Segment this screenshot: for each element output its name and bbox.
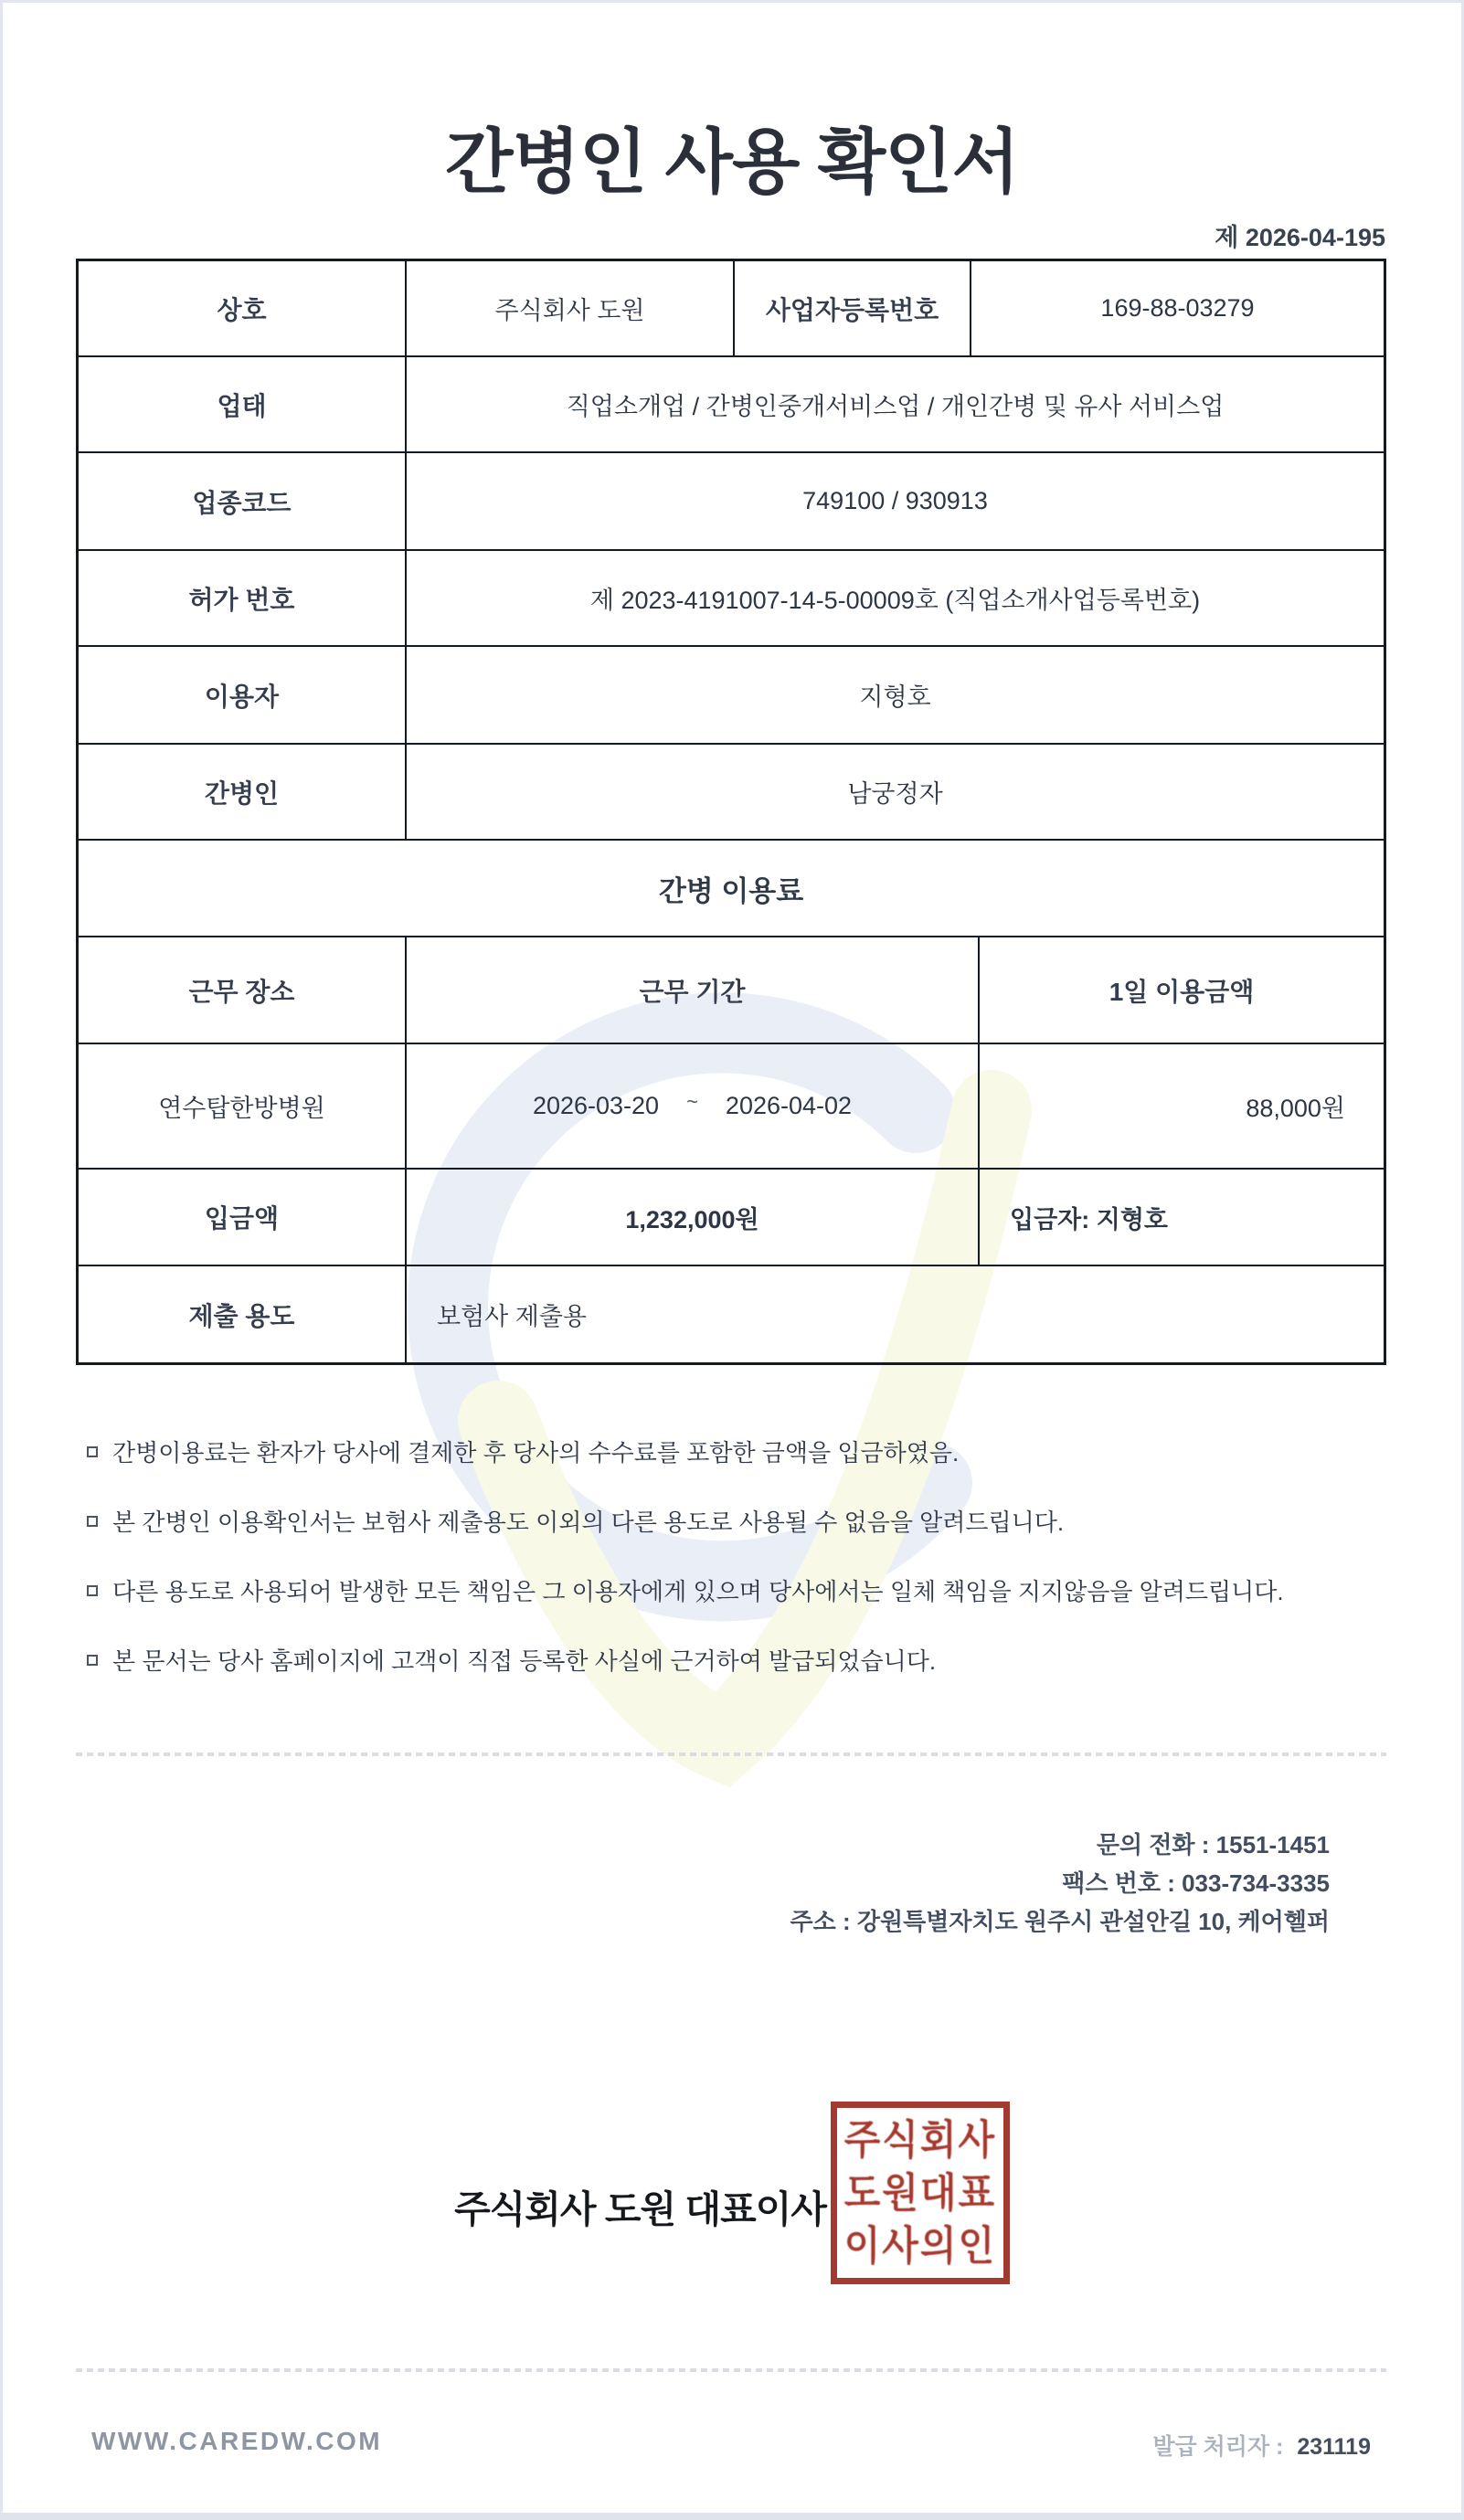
issuer-value: 231119 [1297, 2434, 1371, 2460]
user-label: 이용자 [204, 682, 280, 711]
company-label: 상호 [217, 295, 267, 324]
dashed-separator-bottom [76, 2368, 1386, 2372]
work-period-value [405, 1044, 978, 1168]
page-title: 간병인 사용 확인서 [445, 123, 1019, 202]
page-edge-top [0, 0, 1464, 3]
company-value: 주식회사 도원 [405, 261, 733, 355]
date-from: 2026-03-20 [532, 1092, 660, 1119]
table-row-permit [79, 549, 1384, 645]
certificate-table [76, 259, 1386, 1365]
purpose-value: 보험사 제출용 [405, 1266, 1384, 1362]
permit-label: 허가 번호 [188, 585, 295, 614]
issuer-label: 발급 처리자 : [1152, 2434, 1284, 2460]
industry-code-label: 업종코드 [192, 488, 292, 517]
note-item [87, 1577, 1382, 1606]
table-row-work-data [79, 1043, 1384, 1168]
page-edge-bottom [0, 2513, 1464, 2520]
note-item [87, 1508, 1382, 1537]
biz-reg-value: 169-88-03279 [970, 261, 1384, 355]
signature-row [0, 2102, 1464, 2284]
depositor-value: 입금자: 지형호 [978, 1170, 1384, 1265]
caregiver-value: 남궁정자 [405, 745, 1384, 839]
note-text: 간병이용료는 환자가 당사에 결제한 후 당사의 수수료를 포함한 금액을 입금하였음. [112, 1439, 960, 1466]
square-bullet-icon [87, 1446, 98, 1457]
square-bullet-icon [87, 1585, 98, 1596]
page-edge-left [0, 0, 3, 2520]
permit-value: 제 2023-4191007-14-5-00009호 (직업소개사업등록번호) [405, 551, 1384, 645]
biz-reg-label: 사업자등록번호 [733, 261, 970, 355]
square-bullet-icon [87, 1516, 98, 1527]
user-value: 지형호 [405, 647, 1384, 743]
note-item [87, 1646, 1382, 1676]
notes-list [87, 1438, 1382, 1676]
corporate-seal-stamp [831, 2102, 1010, 2284]
biz-type-value: 직업소개업 / 간병인중개서비스업 / 개인간병 및 유사 서비스업 [405, 357, 1384, 451]
note-text: 본 간병인 이용확인서는 보험사 제출용도 이외의 다른 용도로 사용될 수 없음을 알려드립니다. [112, 1509, 1065, 1536]
deposit-label: 입금액 [204, 1204, 280, 1233]
table-row-fee-headers [79, 936, 1384, 1043]
fee-section-title: 간병 이용료 [658, 874, 804, 907]
date-range-tilde: ~ [686, 1089, 698, 1113]
table-row-deposit [79, 1168, 1384, 1265]
dashed-separator-top [76, 1752, 1386, 1756]
footer-website: WWW.CAREDW.COM [91, 2427, 383, 2455]
work-place-header: 근무 장소 [188, 977, 295, 1006]
table-row-biz-type [79, 355, 1384, 451]
stamp-line: 주식회사 [843, 2117, 997, 2163]
contact-address: 주소 : 강원특별자치도 원주시 관설안길 10, 케어헬퍼 [790, 1908, 1330, 1935]
table-row-purpose [79, 1265, 1384, 1362]
note-item [87, 1438, 1382, 1467]
date-to: 2026-04-02 [725, 1092, 853, 1119]
ceo-signature-text: 주식회사 도원 대표이사 [454, 2187, 826, 2230]
stamp-line: 도원대표 [843, 2170, 997, 2216]
square-bullet-icon [87, 1655, 98, 1666]
table-row-fee-title [79, 839, 1384, 936]
work-place-value: 연수탑한방병원 [158, 1095, 325, 1122]
deposit-amount: 1,232,000원 [405, 1170, 978, 1265]
caregiver-label: 간병인 [204, 778, 280, 808]
note-text: 다른 용도로 사용되어 발생한 모든 책임은 그 이용자에게 있으며 당사에서는 일체 책임을 지지않음을 알려드립니다. [112, 1578, 1284, 1605]
industry-code-value: 749100 / 930913 [405, 453, 1384, 549]
contact-block [790, 1826, 1330, 1941]
note-text: 본 문서는 당사 홈페이지에 고객이 직접 등록한 사실에 근거하여 발급되었습니다. [112, 1647, 937, 1675]
table-row-caregiver [79, 743, 1384, 839]
daily-fee-header: 1일 이용금액 [978, 937, 1384, 1043]
contact-fax: 팩스 번호 : 033-734-3335 [1062, 1869, 1330, 1897]
stamp-line: 이사의인 [843, 2223, 997, 2269]
biz-type-label: 업태 [217, 391, 267, 420]
table-row-company [79, 261, 1384, 355]
document-number: 제 2026-04-195 [1215, 224, 1385, 251]
purpose-label: 제출 용도 [188, 1301, 295, 1330]
footer-issuer [1152, 2429, 1371, 2462]
table-row-industry-code [79, 451, 1384, 549]
daily-fee-value: 88,000원 [978, 1044, 1384, 1168]
work-period-header: 근무 기간 [405, 937, 978, 1043]
table-row-user [79, 645, 1384, 743]
contact-phone: 문의 전화 : 1551-1451 [1096, 1831, 1330, 1858]
